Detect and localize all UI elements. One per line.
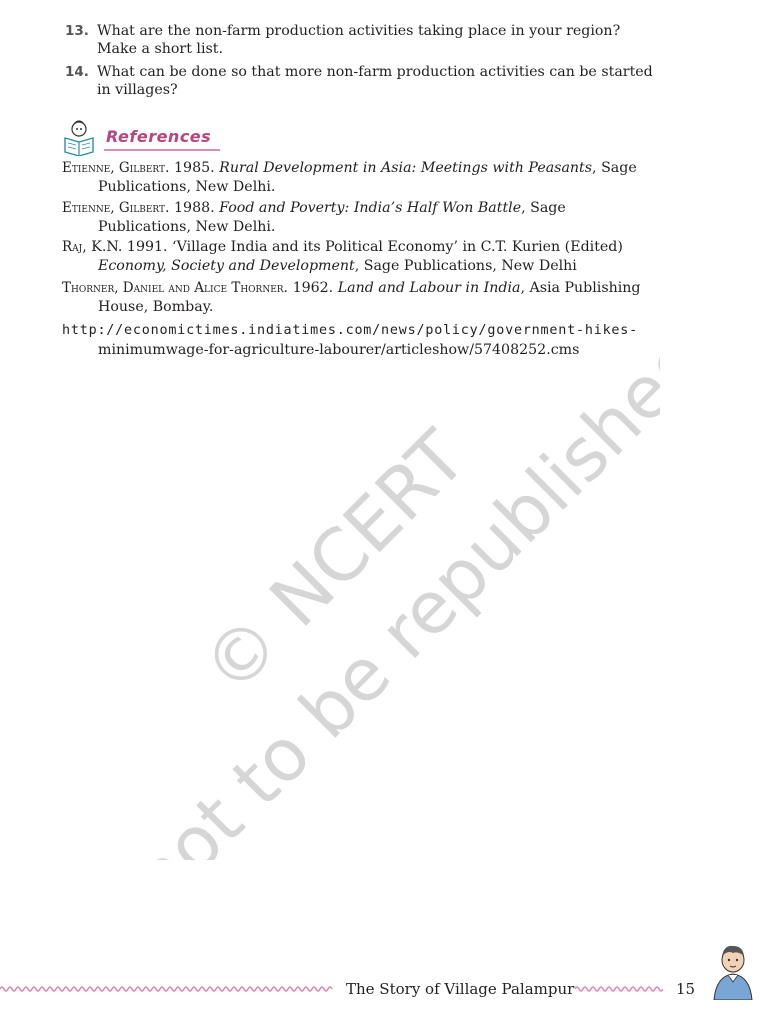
reference-url[interactable]: http://economictimes.indiatimes.com/news/policy/government-hikes-	[62, 323, 639, 338]
reference-year: , K.N. 1991. ‘Village India and its Political Economy’ in C.T. Kurien (Edited)	[82, 239, 623, 255]
footer-chapter-title: The Story of Village Palampur	[346, 980, 575, 998]
reference-link-item[interactable]	[62, 321, 655, 359]
reference-title: Food and Poverty: India’s Half Won Battle	[219, 200, 522, 216]
student-mascot-icon	[708, 942, 758, 1000]
question-14	[65, 63, 660, 99]
references-underline	[104, 149, 220, 151]
reference-publisher: , Sage Publications, New Delhi	[354, 257, 577, 274]
footer-decorative-squiggle	[575, 984, 663, 994]
reference-author: Etienne, Gilbert	[62, 200, 166, 216]
page-number: 15	[676, 980, 696, 998]
watermark-line-1: © NCERT	[186, 414, 482, 710]
footer-decorative-squiggle	[0, 984, 335, 994]
references-title: References	[106, 127, 212, 146]
reference-item	[62, 279, 655, 316]
reference-publisher: , Sage Publications, New Delhi.	[98, 200, 566, 235]
reference-publisher: , Asia Publishing House, Bombay.	[98, 280, 641, 315]
reference-year: . 1985.	[165, 160, 220, 176]
watermark	[100, 300, 660, 860]
question-text: What are the non-farm production activities taking place in your region? Make a short list.	[97, 23, 621, 57]
reference-author: Raj	[62, 239, 83, 255]
reference-item	[62, 238, 655, 275]
reference-title: Economy, Society and Development	[98, 257, 355, 274]
reference-author: Thorner, Daniel and Alice Thorner	[62, 280, 284, 296]
reference-year: . 1962.	[283, 280, 338, 296]
reading-child-icon	[62, 118, 96, 156]
references-header	[62, 118, 222, 156]
reference-title: Rural Development in Asia: Meetings with Peasants	[219, 160, 593, 176]
reference-year: . 1988.	[165, 200, 220, 216]
reference-item	[62, 159, 655, 196]
question-13	[65, 22, 660, 58]
question-number: 13.	[65, 23, 89, 39]
reference-url-continued[interactable]: minimumwage-for-agriculture-labourer/articleshow/57408252.cms	[98, 341, 580, 358]
reference-publisher: , Sage Publications, New Delhi.	[98, 160, 637, 195]
reference-author: Etienne, Gilbert	[62, 160, 166, 176]
question-text: What can be done so that more non-farm production activities can be started in villages?	[97, 64, 653, 98]
question-number: 14.	[65, 64, 89, 80]
reference-item	[62, 199, 655, 236]
reference-title: Land and Labour in India	[337, 280, 521, 296]
watermark-line-2: not to be republished	[116, 316, 660, 860]
